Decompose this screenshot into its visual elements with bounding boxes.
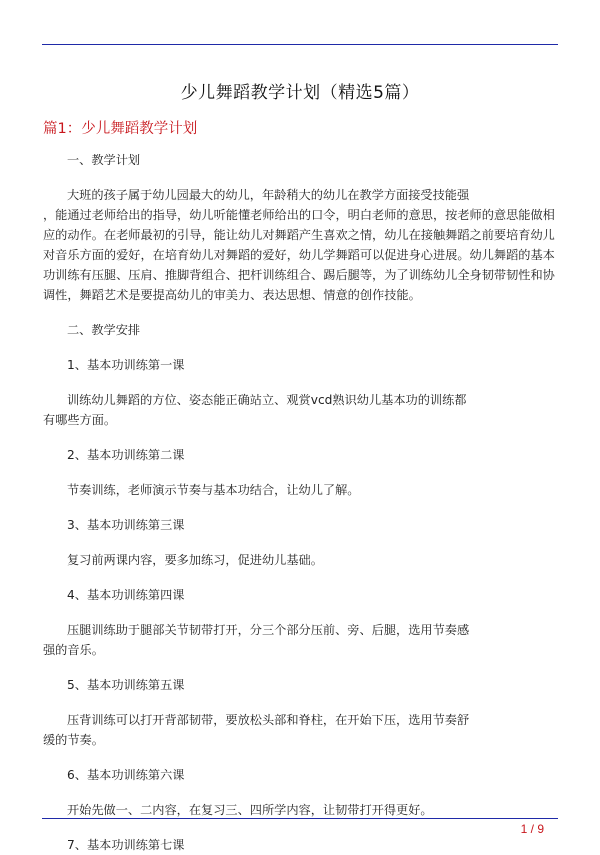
document-body (43, 150, 559, 855)
page-number: 1 / 9 (520, 822, 544, 836)
footer-rule (42, 818, 558, 819)
lesson-text: 节奏训练，老师演示节奏与基本功结合，让幼儿了解。 (67, 483, 360, 497)
header-rule (42, 44, 558, 45)
lesson-heading: 7、基本功训练第七课 (67, 838, 185, 852)
lesson-heading: 2、基本功训练第二课 (67, 448, 185, 462)
body-paragraph: ，能通过老师给出的指导，幼儿听能懂老师给出的口令，明白老师的意思，按老师的意思能做相应的动作。在老师最初的引导，能让幼儿对舞蹈产生喜欢之情，幼儿在接触舞蹈之前要培育幼儿对音乐方面的爱好，在培育幼儿对舞蹈的爱好，幼儿学舞蹈可以促进身心进展。幼儿舞蹈的基本功训练有压腿、压肩、推脚背组合、把杆训练组合、踢后腿等，为了训练幼儿全身韧带韧性和协调性，舞蹈艺术是要提高幼儿的审美力、表达思想、情意的创作技能。 (43, 208, 555, 302)
lesson-heading: 4、基本功训练第四课 (67, 588, 185, 602)
document-title: 少儿舞蹈教学计划（精选5篇） (180, 83, 420, 103)
body-paragraph: 大班的孩子属于幼儿园最大的幼儿，年龄稍大的幼儿在教学方面接受技能强 (67, 188, 470, 202)
lesson-text: 开始先做一、二内容，在复习三、四所学内容，让韧带打开得更好。 (67, 803, 433, 817)
lesson-heading: 3、基本功训练第三课 (67, 518, 185, 532)
section-title: 篇1：少儿舞蹈教学计划 (43, 121, 198, 137)
lesson-heading: 1、基本功训练第一课 (67, 358, 185, 372)
heading-teaching-schedule: 二、教学安排 (67, 323, 141, 337)
lesson-heading: 5、基本功训练第五课 (67, 678, 185, 692)
lesson-text: 训练幼儿舞蹈的方位、姿态能正确站立、观赏vcd熟识幼儿基本功的训练都有哪些方面。 (43, 393, 467, 427)
lesson-text: 压腿训练助于腿部关节韧带打开，分三个部分压前、旁、后腿，选用节奏感强的音乐。 (43, 623, 470, 657)
lesson-heading: 6、基本功训练第六课 (67, 768, 185, 782)
heading-teaching-plan: 一、教学计划 (67, 153, 141, 167)
lesson-text: 复习前两课内容，要多加练习，促进幼儿基础。 (67, 553, 323, 567)
lesson-text: 压背训练可以打开背部韧带，要放松头部和脊柱，在开始下压，选用节奏舒缓的节奏。 (43, 713, 470, 747)
